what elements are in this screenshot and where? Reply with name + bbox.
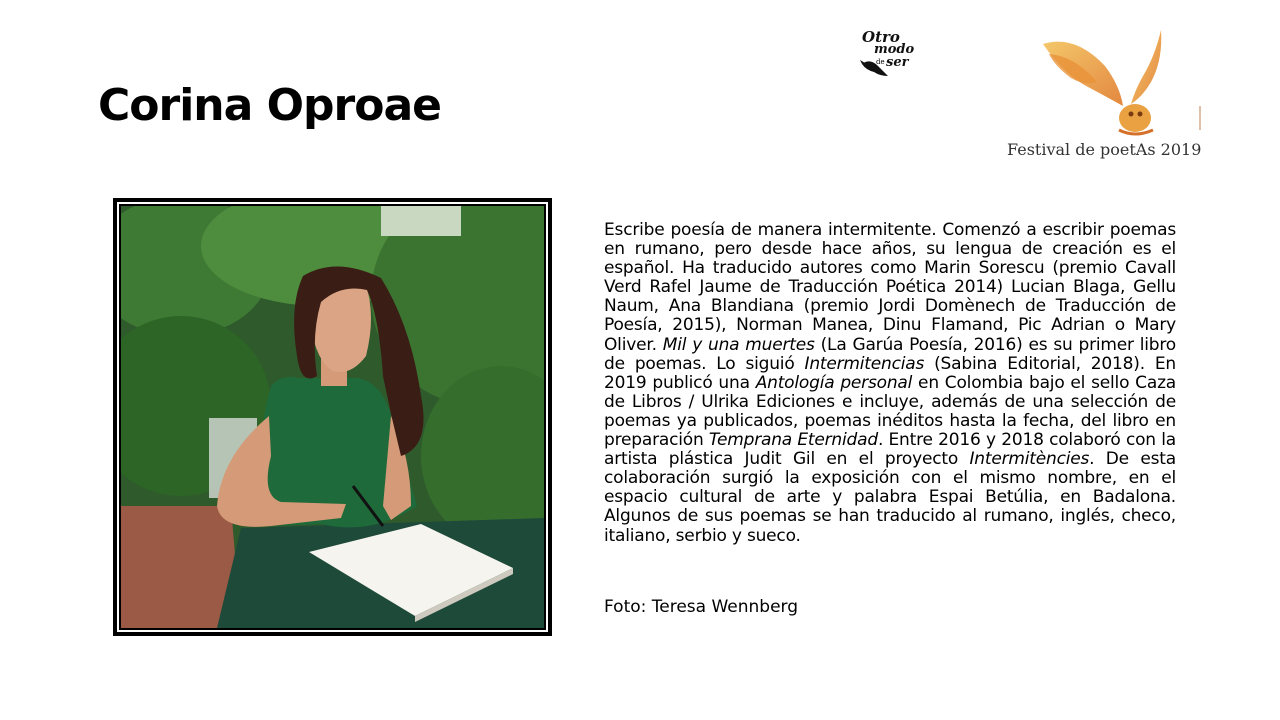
owl-bird-icon bbox=[1035, 26, 1205, 138]
otro-modo-de-ser-logo: Otro modo de ser bbox=[858, 30, 928, 82]
portrait-image bbox=[121, 206, 544, 628]
biography-text: Escribe poesía de manera intermitente. Comenzó a escribir poemas en rumano, pero desde hace años, su lengua de creación es el español. Ha traducido autores como Marin Sorescu (premio Cavall Verd Rafel Jaume de Traducción Poética 2014) Lucian Blaga, Gellu Naum, Ana Blandiana (premio Jordi Domènech de Traducción de Poesía, 2015), Norman Manea, Dinu Flamand, Pic Adrian o Mary Oliver. Mil y una muertes (La Garúa Poesía, 2016) es su primer libro de poemas. Lo siguió Intermitencias (Sabina Editorial, 2018). En 2019 publicó una Antología personal en Colombia bajo el sello Caza de Libros / Ulrika Ediciones e incluye, además de una selección de poemas ya publicados, poemas inéditos hasta la fecha, del libro en preparación Temprana Eternidad. Entre 2016 y 2018 colaboró con la artista plástica Judit Gil en el proyecto Intermitències. De esta colaboración surgió la exposición con el mismo nombre, en el espacio cultural de arte y palabra Espai Betúlia, en Badalona. Algunos de sus poemas se han traducido al rumano, inglés, checo, italiano, serbio y sueco. bbox=[604, 220, 1177, 546]
page-title: Corina Oproae bbox=[98, 80, 441, 131]
festival-label: Festival de poetAs 2019 bbox=[1007, 140, 1202, 159]
author-photo bbox=[113, 198, 552, 636]
photo-credit: Foto: Teresa Wennberg bbox=[604, 597, 799, 617]
fish-icon bbox=[860, 54, 890, 80]
